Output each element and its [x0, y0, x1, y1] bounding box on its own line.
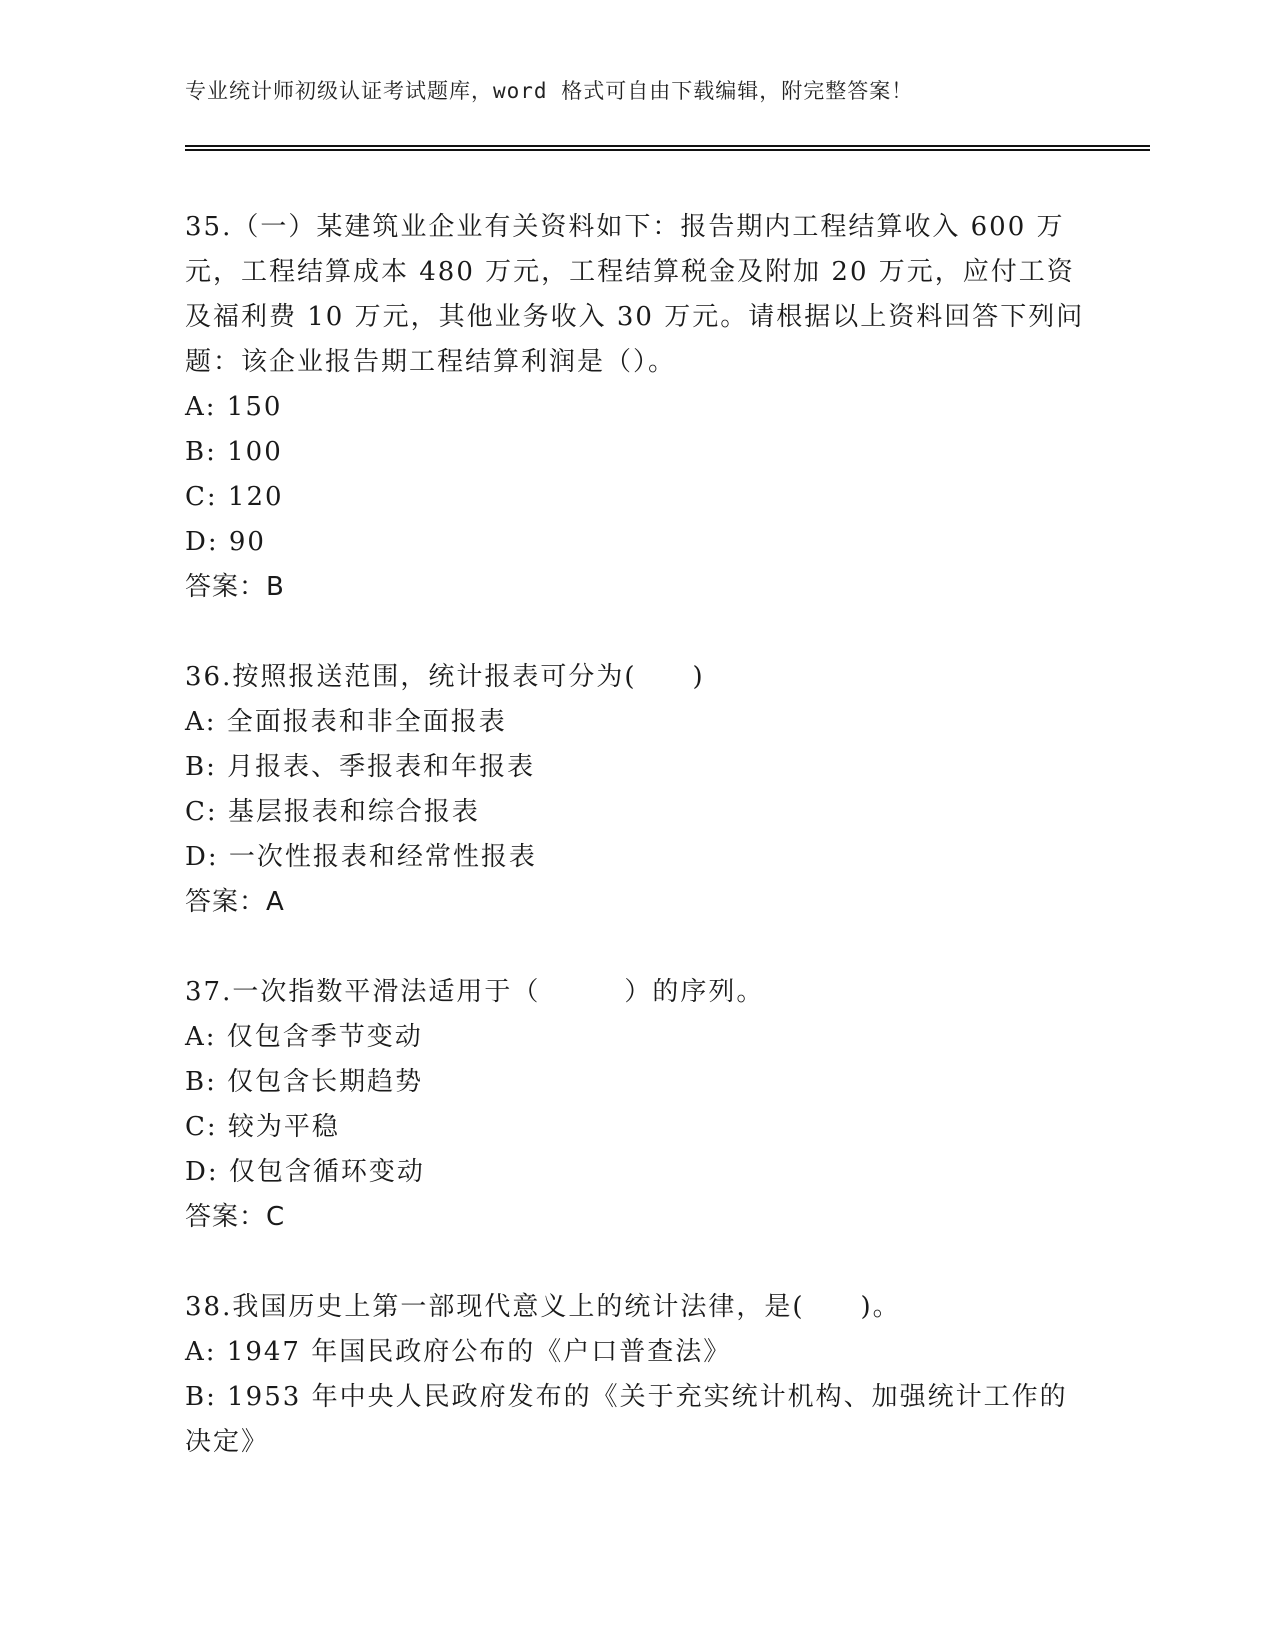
- question-36: [185, 655, 1085, 925]
- option-a: A: 150: [185, 392, 283, 422]
- question-text: 35.（一）某建筑业企业有关资料如下：报告期内工程结算收入 600 万元，工程结算成本 480 万元，工程结算税金及附加 20 万元，应付工资及福利费 10 万元，其他业务收入 30 万元。请根据以上资料回答下列问题：该企业报告期工程结算利润是（）。: [185, 212, 1085, 377]
- option-b: B: 仅包含长期趋势: [185, 1067, 424, 1097]
- question-35: [185, 205, 1085, 610]
- option-a: A: 1947 年国民政府公布的《户口普查法》: [185, 1337, 732, 1367]
- question-gap: [185, 610, 1085, 655]
- option-a: A: 仅包含季节变动: [185, 1022, 423, 1052]
- answer: 答案：B: [185, 572, 285, 602]
- option-c: C: 较为平稳: [185, 1112, 340, 1142]
- page-header: 专业统计师初级认证考试题库，word 格式可自由下载编辑，附完整答案！: [185, 79, 914, 103]
- question-37: [185, 970, 1085, 1240]
- answer: 答案：A: [185, 887, 285, 917]
- question-gap: [185, 925, 1085, 970]
- question-gap: [185, 1240, 1085, 1285]
- question-text: 37.一次指数平滑法适用于（ ）的序列。: [185, 977, 765, 1007]
- option-b: B: 月报表、季报表和年报表: [185, 752, 536, 782]
- question-text: 38.我国历史上第一部现代意义上的统计法律，是( )。: [185, 1292, 901, 1322]
- option-b: B: 1953 年中央人民政府发布的《关于充实统计机构、加强统计工作的决定》: [185, 1382, 1068, 1457]
- option-c: C: 120: [185, 482, 284, 512]
- option-c: C: 基层报表和综合报表: [185, 797, 480, 827]
- header-divider: [185, 145, 1150, 151]
- option-a: A: 全面报表和非全面报表: [185, 707, 507, 737]
- question-38: [185, 1285, 1085, 1465]
- option-d: D: 一次性报表和经常性报表: [185, 842, 537, 872]
- question-text: 36.按照报送范围，统计报表可分为( ): [185, 662, 705, 692]
- option-d: D: 仅包含循环变动: [185, 1157, 425, 1187]
- option-d: D: 90: [185, 527, 266, 557]
- question-list: [185, 205, 1085, 1465]
- answer: 答案：C: [185, 1202, 286, 1232]
- option-b: B: 100: [185, 437, 283, 467]
